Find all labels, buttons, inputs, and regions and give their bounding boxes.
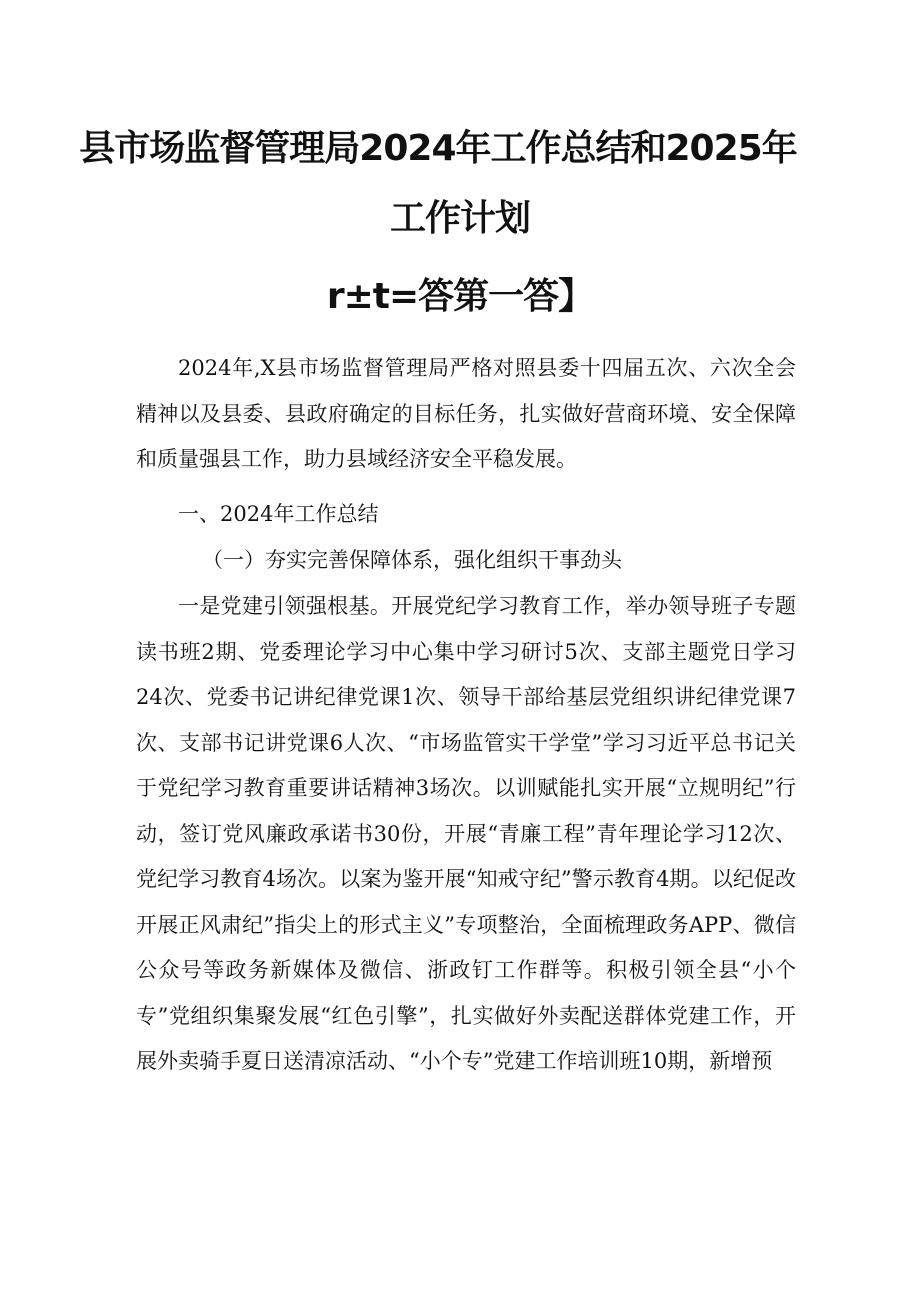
body-paragraph: 一是党建引领强根基。开展党纪学习教育工作，举办领导班子专题读书班2期、党委理论学习中心集中学习研讨5次、支部主题党日学习24次、党委书记讲纪律党课1次、领导干部给基层党组织讲纪律党课7次、支部书记讲党课6人次、“市场监管实干学堂”学习习近平总书记关于党纪学习教育重要讲话精神3场次。以训赋能扎实开展“立规明纪”行动，签订党风廉政承诺书30份，开展“青廉工程”青年理论学习12次、党纪学习教育4场次。以案为鉴开展“知戒守纪”警示教育4期。以纪促改开展正风肃纪”指尖上的形式主义”专项整治，全面梳理政务APP、微信公众号等政务新媒体及微信、浙政钉工作群等。积极引领全县“小个专”党组织集聚发展“红色引擎”，扎实做好外卖配送群体党建工作，开展外卖骑手夏日送清凉活动、“小个专”党建工作培训班10期，新增预 [136, 594, 796, 1073]
section-heading: 一、2024年工作总结 [178, 502, 379, 526]
intro-paragraph: 2024年,X县市场监督管理局严格对照县委十四届五次、六次全会精神以及县委、县政府确定的目标任务，扎实做好营商环境、安全保障和质量强县工作，助力县域经济安全平稳发展。 [136, 356, 796, 471]
document-title-line-1: 县市场监督管理局2024年工作总结和2025年 [79, 128, 797, 169]
subsection-heading: （一）夯实完善保障体系，强化组织干事劲头 [202, 548, 622, 572]
document-title-line-2: 工作计划 [389, 198, 530, 239]
document-subtitle: r±t=答第一答】 [326, 276, 594, 317]
